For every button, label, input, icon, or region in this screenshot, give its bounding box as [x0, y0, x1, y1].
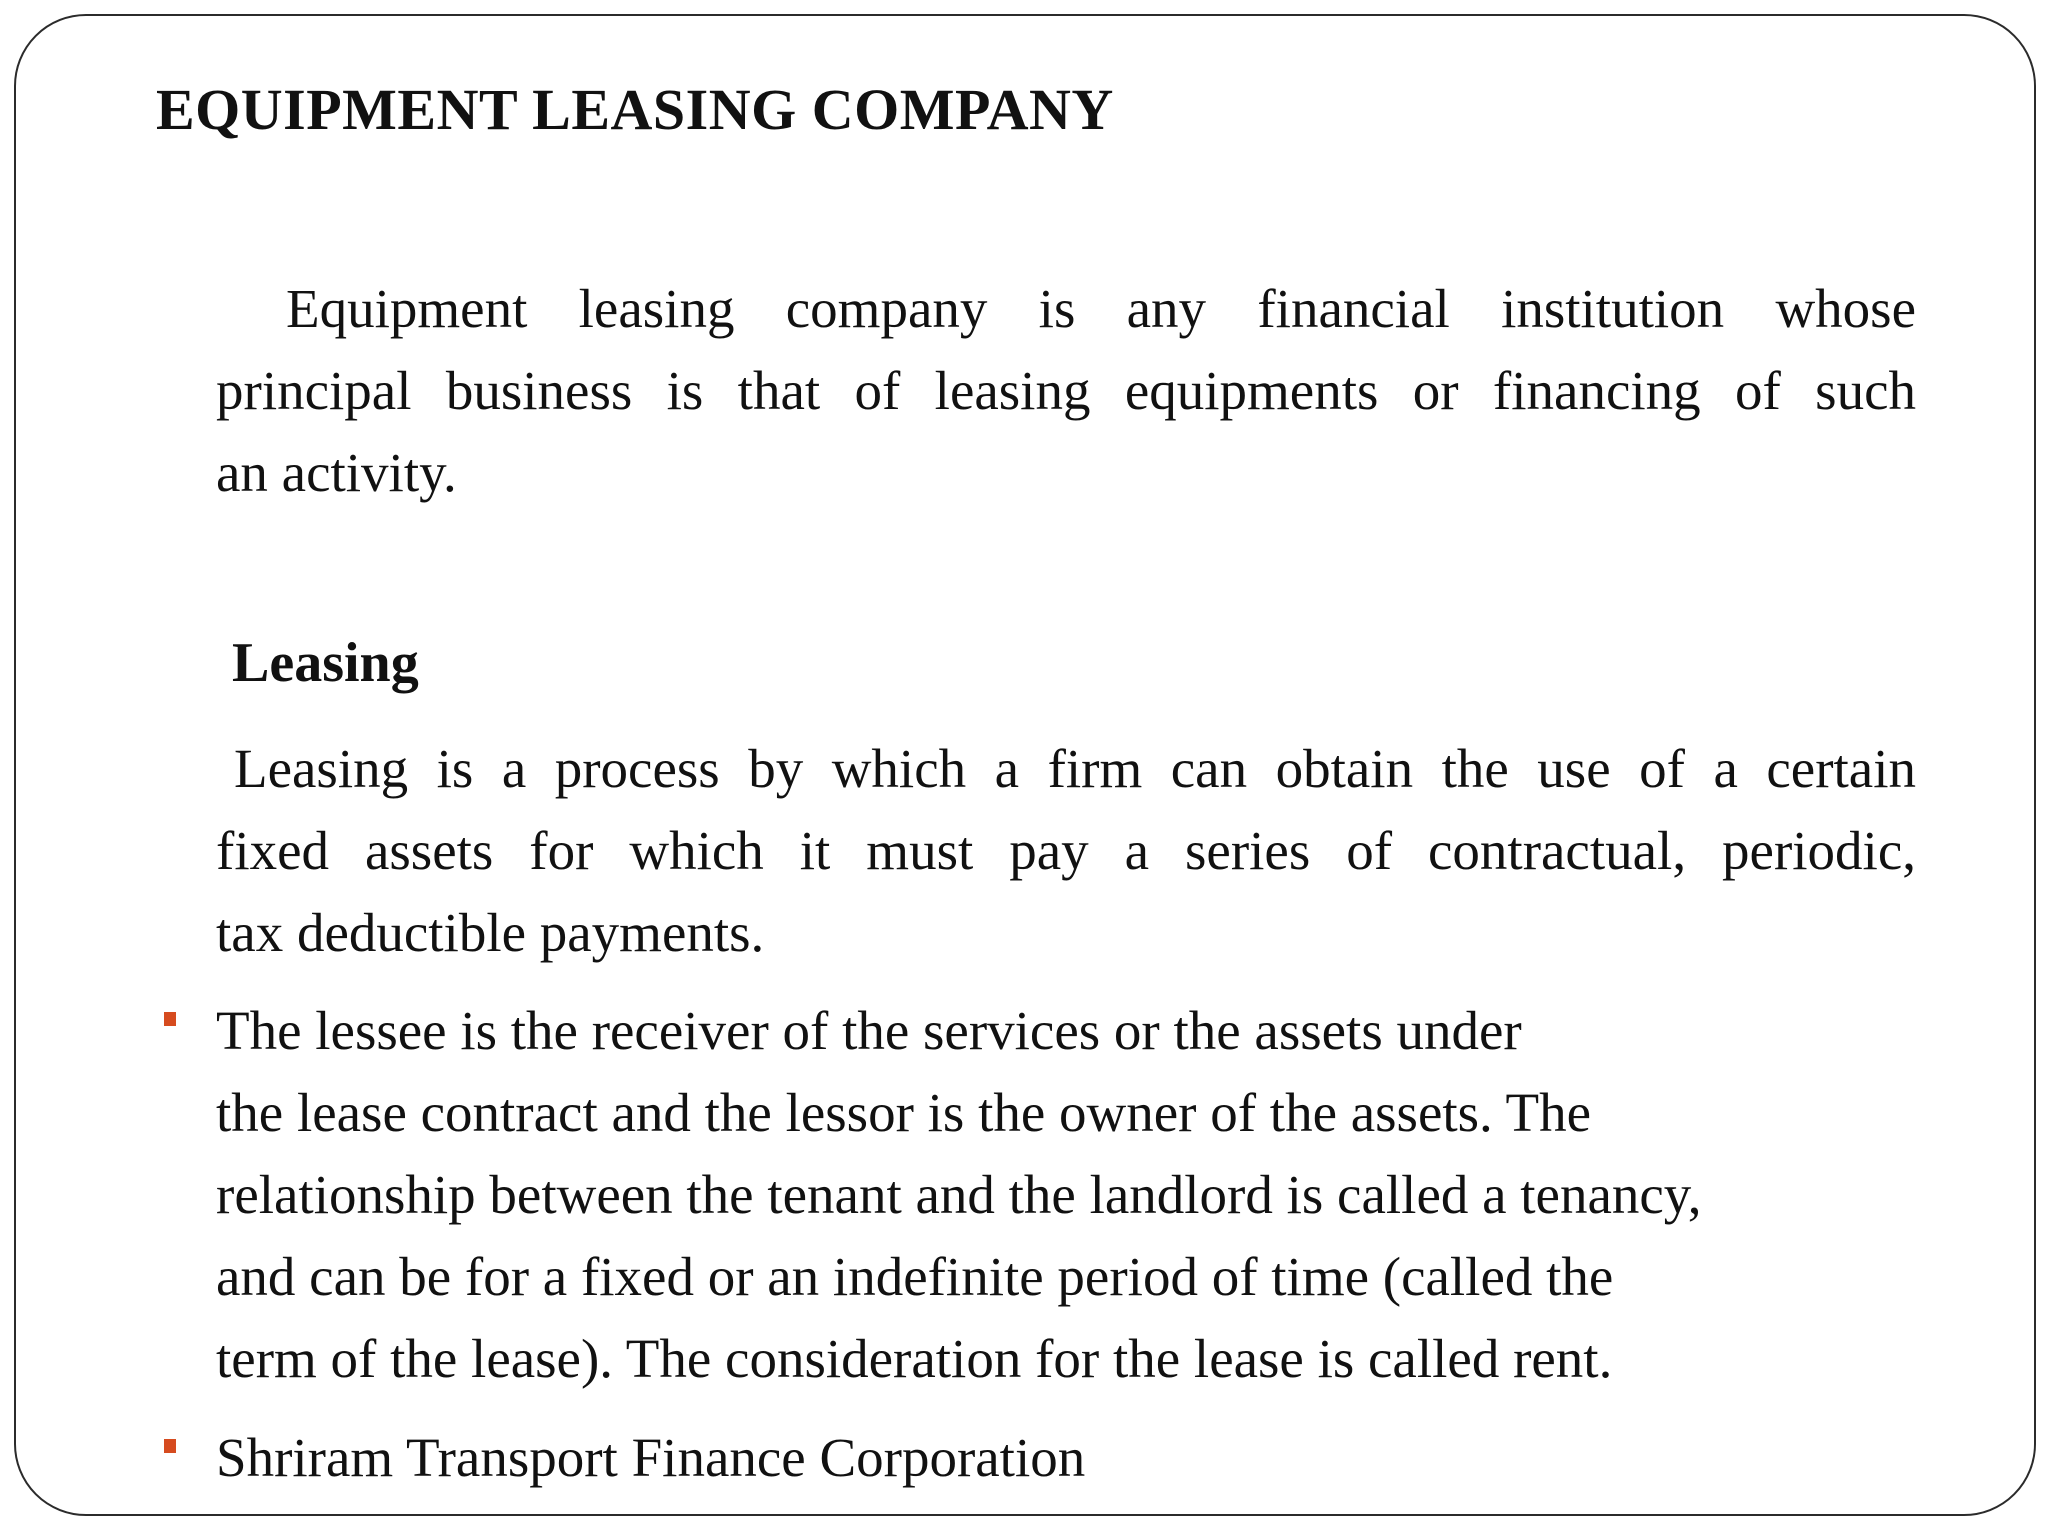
- bullet-line: Shriram Transport Finance Corporation: [216, 1427, 1086, 1488]
- bullet-item-example-company: [216, 1417, 1936, 1499]
- bullet-item-lessee: [216, 990, 1936, 1400]
- bullet-line: term of the lease). The consideration for the lease is called rent.: [216, 1328, 1613, 1389]
- bullet-line: relationship between the tenant and the landlord is called a tenancy,: [216, 1164, 1702, 1225]
- slide-title: EQUIPMENT LEASING COMPANY: [156, 77, 1114, 142]
- leasing-line: Leasing is a process by which a firm can obtain the use of a certain: [234, 738, 1916, 799]
- bullet-line: The lessee is the receiver of the services or the assets under: [216, 1000, 1522, 1061]
- leasing-paragraph: [216, 728, 1916, 974]
- leasing-heading: Leasing: [232, 632, 419, 694]
- bullet-line: and can be for a fixed or an indefinite period of time (called the: [216, 1246, 1614, 1307]
- bullet-line: the lease contract and the lessor is the owner of the assets. The: [216, 1082, 1592, 1143]
- definition-line: Equipment leasing company is any financial institution whose: [286, 278, 1916, 339]
- leasing-line: tax deductible payments.: [216, 902, 765, 963]
- square-bullet-icon: [164, 1417, 176, 1499]
- definition-line: principal business is that of leasing equipments or financing of such: [216, 360, 1916, 421]
- square-bullet-icon: [164, 990, 176, 1072]
- leasing-line: fixed assets for which it must pay a series of contractual, periodic,: [216, 820, 1916, 881]
- definition-paragraph: [216, 268, 1916, 514]
- definition-line: an activity.: [216, 442, 457, 503]
